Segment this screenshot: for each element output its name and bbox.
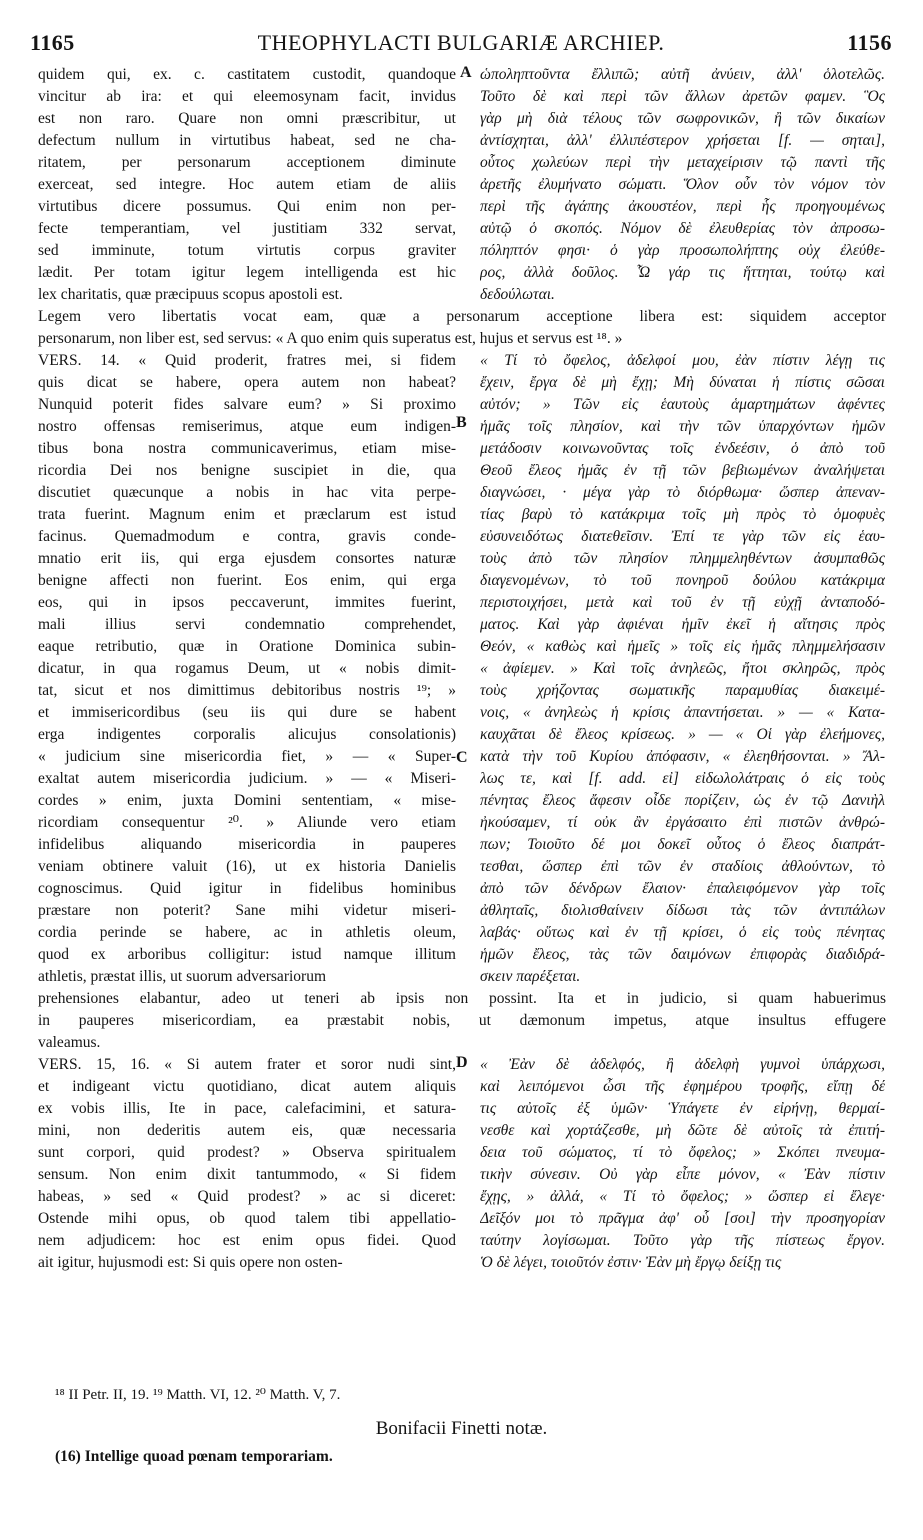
- full-width-paragraph-1: [38, 306, 886, 350]
- footnote-references: ¹⁸ II Petr. II, 19. ¹⁹ Matth. VI, 12. ²⁰ Matth. V, 7.: [55, 1387, 341, 1403]
- latin-line: cordia perinde se habere, ac in athletis oleum,: [38, 924, 456, 941]
- greek-column-block-1: [480, 64, 885, 306]
- greek-line: ταύτην λογίσωμαι. Τοῦτο γὰρ τῆς πίστεως ἔργον.: [480, 1232, 885, 1249]
- latin-line: cordes » enim, juxta Domini sententiam, « mise-: [38, 792, 456, 809]
- running-title: THEOPHYLACTI BULGARIÆ ARCHIEP.: [257, 30, 665, 55]
- latin-line: tat, sicut et nos dimittimus debitoribus nostris ¹⁹; »: [38, 682, 456, 699]
- page-number-left: 1165: [30, 30, 75, 55]
- greek-line: οὗτος χωλεύων περὶ τὴν μεταχείρισιν τῷ παντὶ τῆς: [480, 154, 885, 171]
- greek-line: λως τε, καὶ [f. add. εἰ] εἰδωλολάτραις ὁ εἰς τοὺς: [480, 770, 885, 787]
- greek-column-block-3: [480, 1054, 885, 1274]
- latin-line: ex vobis illis, Ite in pace, calefacimini, et satura-: [38, 1100, 456, 1117]
- latin-line: VERS. 14. « Quid proderit, fratres mei, si fidem: [38, 352, 456, 369]
- greek-line: γὰρ μὴ διὰ τέλους τῶν σωφρονικῶν, ἢ τῶν δικαίων: [480, 110, 885, 127]
- latin-line: quidem qui, ex. c. castitatem custodit, quandoque: [38, 66, 456, 83]
- margin-marker-a: A: [460, 64, 472, 81]
- greek-line: κατὰ τὴν τοῦ Κυρίου ἀπόφασιν, « ἐλεηθήσονται. » Ἄλ-: [480, 748, 885, 765]
- greek-line: νεσθε καὶ χορτάζεσθε, μὴ δῶτε δὲ αὐτοῖς τὰ ἐπιτή-: [480, 1122, 885, 1139]
- greek-line: Θεόν, « καθὼς καὶ ἡμεῖς » τοῖς εἰς ἡμᾶς πλημμελήσασιν: [480, 638, 885, 655]
- greek-line: τοὺς χρήζοντας σωματικῆς παραμυθίας διακειμέ-: [480, 682, 885, 699]
- latin-line: veniam obtinere valuit (16), ut ex historia Danielis: [38, 858, 456, 875]
- latin-line: cognoscimus. Quid igitur in fidelibus hominibus: [38, 880, 456, 897]
- latin-line: sed imminute, totum virtutis corpus graviter: [38, 242, 456, 259]
- greek-line: σκειν παρέξεται.: [480, 968, 581, 985]
- latin-line: VERS. 15, 16. « Si autem frater et soror nudi sint,: [38, 1056, 456, 1073]
- greek-line: εὐσυνειδότως διατεθεῖσιν. Ἐπί τε γὰρ τῶν εἰς ἑαυ-: [480, 528, 885, 545]
- greek-line: ἔχειν, ἔργα δὲ μὴ ἔχῃ; Μὴ δύναται ἡ πίστις σῶσαι: [480, 374, 885, 391]
- latin-line: trata fuerint. Magnum enim et præclarum est istud: [38, 506, 456, 523]
- greek-line: Τοῦτο δὲ καὶ περὶ τῶν ἄλλων ἀρετῶν φαμεν. Ὃς: [480, 88, 885, 105]
- greek-line: ματος. Καὶ γὰρ ἀφιέναι ἡμῖν ἐκεῖ ἡ αἴτησις πρὸς: [480, 616, 885, 633]
- greek-line: ἡμᾶς τοῖς πλησίον, καὶ τὴν τῶν ὑπαρχόντων ἡμῶν: [480, 418, 885, 435]
- latin-line: fecte temperantiam, vel justitiam 332 servat,: [38, 220, 456, 237]
- greek-line: μετάδοσιν κοινωνοῦντας τοῖς ἐνδεέσιν, ὁ ἀπὸ τοῦ: [480, 440, 885, 457]
- latin-line: tibus bona nostra communicaverimus, etiam mise-: [38, 440, 456, 457]
- greek-line: δεδούλωται.: [480, 286, 555, 303]
- latin-column-block-3: [38, 1054, 456, 1274]
- latin-line: est non raro. Quare non omni præscribitur, ut: [38, 110, 456, 127]
- text-line: valeamus.: [38, 1034, 101, 1051]
- latin-line: nem adjudicem: hoc est enim opus fidei. Quod: [38, 1232, 456, 1249]
- notes-heading: Bonifacii Finetti notæ.: [375, 1418, 548, 1439]
- margin-marker-d: D: [456, 1054, 468, 1071]
- greek-line: « ἀφίεμεν. » Καὶ τοῖς ἀνηλεῶς, ἤτοι σκληρῶς, πρὸς: [480, 660, 885, 677]
- greek-line: δεια τοῦ σώματος, τί τὸ ὄφελος; » Σκόπει πνευμα-: [480, 1144, 885, 1161]
- latin-line: lædit. Per totam igitur legem intelligenda est hic: [38, 264, 456, 281]
- text-line: in pauperes misericordiam, ea præstabit nobis, ut dæmonum impetus, atque insultus effugere: [38, 1012, 886, 1029]
- latin-line: ricordia Dei nos benigne suscipiet in die, qua: [38, 462, 456, 479]
- latin-line: sensum. Non enim dixit tantummodo, « Si fidem: [38, 1166, 456, 1183]
- greek-line: ἀθληταῖς, διολισθαίνειν δίδωσι τὰς τῶν ἀντιπάλων: [480, 902, 885, 919]
- latin-line: exaltat autem misericordia judicium. » — « Miseri-: [38, 770, 456, 787]
- latin-line: benigne affecti non fuerint. Eos enim, qui erga: [38, 572, 456, 589]
- margin-marker-c: C: [456, 749, 468, 766]
- latin-line: infidelibus aliquando misericordia in pauperes: [38, 836, 456, 853]
- greek-line: τις αὐτοῖς ἐξ ὑμῶν· Ὑπάγετε ἐν εἰρήνῃ, θερμαί-: [480, 1100, 885, 1117]
- greek-line: περιστοιχήσει, μετὰ καὶ τοῦ ἐν τῇ εὐχῇ ἀνταποδό-: [480, 594, 885, 611]
- greek-line: περὶ τῆς ἀγάπης ἀκουστέον, περὶ ἧς προηγουμένως: [480, 198, 885, 215]
- greek-line: Δεῖξόν μοι τὸ πρᾶγμα ἀφ' οὗ [σοι] τὴν προσηγορίαν: [480, 1210, 885, 1227]
- latin-line: et indigeant victu quotidiano, dicat autem aliquis: [38, 1078, 456, 1095]
- latin-line: virtutibus dicere possumus. Qui enim non per-: [38, 198, 456, 215]
- editor-note-16: (16) Intellige quoad pœnam temporariam.: [55, 1448, 333, 1465]
- greek-line: πένητας ἔλεος ἄφεσιν οἶδε πορίζειν, ὡς ἐν τῷ Δανιὴλ: [480, 792, 885, 809]
- latin-column-block-1: [38, 64, 456, 306]
- latin-line: ait igitur, hujusmodi est: Si quis opere non osten-: [38, 1254, 343, 1271]
- greek-line: ἔχῃς, » ἀλλά, « Τί τὸ ὄφελος; » ὥσπερ εἰ ἔλεγε·: [480, 1188, 885, 1205]
- greek-line: λαβάς· οὕτως καὶ ἐν τῇ κρίσει, ὁ εἰς τοὺς πένητας: [480, 924, 885, 941]
- greek-line: ἀντίσχηται, ἀλλ' ἐλλιπέστερον χρήσεται [f. — σηται],: [480, 132, 885, 149]
- greek-line: ὡποληπτοῦντα ἔλλιπῶ; αὐτῆ ἀνύειν, ἀλλ' ὁλοτελῶς.: [480, 66, 885, 83]
- greek-line: ρος, ἀλλὰ δοῦλος. Ὧ γάρ τις ἥττηται, τούτῳ καὶ: [480, 264, 885, 281]
- latin-line: ritatem, per personarum acceptionem diminute: [38, 154, 456, 171]
- greek-line: πων; Τοιοῦτο δέ μοι δοκεῖ οὗτος ὁ ἔλεος διαπράτ-: [480, 836, 885, 853]
- latin-line: mini, non dederitis autem eis, quæ necessaria: [38, 1122, 456, 1139]
- latin-line: athletis, præstat illis, ut suorum adversariorum: [38, 968, 326, 985]
- latin-line: erga indigentes corporalis alicujus consolationis): [38, 726, 456, 743]
- text-line: prehensiones elabantur, adeo ut teneri ab ipsis non possint. Ita et in judicio, si quam habuerimus: [38, 990, 886, 1007]
- text-line: personarum, non liber est, sed servus: « A quo enim quis superatus est, hujus et servus est ¹⁸. »: [38, 330, 623, 347]
- latin-line: eaque retributio, quæ in Oratione Dominica subin-: [38, 638, 456, 655]
- latin-line: eos, qui in ipsos peccaverunt, immites fuerint,: [38, 594, 456, 611]
- latin-line: habeas, » sed « Quid prodest? » ac si diceret:: [38, 1188, 456, 1205]
- latin-line: nostro offensas remiserimus, atque eum indigen-: [38, 418, 456, 435]
- greek-line: διαγνώσει, · μέγα γὰρ τὸ διόρθωμα· ὥσπερ ἀπεναν-: [480, 484, 885, 501]
- latin-line: quis dicat se habere, opera autem non habeat?: [38, 374, 456, 391]
- greek-line: Ὁ δὲ λέγει, τοιοῦτόν ἐστιν· Ἐὰν μὴ ἔργῳ δείξῃ τις: [480, 1254, 782, 1271]
- latin-line: mali illius servi condemnatio comprehendet,: [38, 616, 456, 633]
- margin-marker-b: B: [456, 414, 467, 431]
- greek-line: « Ἐὰν δὲ ἀδελφός, ἢ ἀδελφὴ γυμνοὶ ὑπάρχωσι,: [480, 1056, 885, 1073]
- latin-line: et immisericordibus (seu iis qui dure se habent: [38, 704, 456, 721]
- greek-line: πόληπτόν φησι· ὁ γὰρ προσωπολήπτης οὐχ ἐλεύθε-: [480, 242, 885, 259]
- latin-line: mnatio erit iis, qui erga ejusdem consortes naturæ: [38, 550, 456, 567]
- full-width-paragraph-2: [38, 988, 886, 1054]
- greek-line: ἀρετῆς ἐλυμήνατο σώματι. Ὅλον οὖν τὸν νόμον τὸν: [480, 176, 885, 193]
- greek-line: διαγενομένων, τὸ τοῦ πονηροῦ δούλου κατάκριμα: [480, 572, 885, 589]
- latin-line: quod ex arboribus colligitur: istud namque illitum: [38, 946, 456, 963]
- greek-column-block-2: [480, 350, 885, 988]
- greek-line: καυχᾶται δὲ ἔλεος κρίσεως. » — « Οἱ γὰρ ἐλεήμονες,: [480, 726, 885, 743]
- latin-line: discutiet quæcunque a nobis in hac vita perpe-: [38, 484, 456, 501]
- greek-line: ἀπὸ τῶν δένδρων ἔλαιον· ἐπαλειφόμενον γὰρ τοῖς: [480, 880, 885, 897]
- greek-line: τίας βαρὺ τὸ κατάκριμα τοῖς μὴ πρὸς τὸ ὁμοφυὲς: [480, 506, 885, 523]
- latin-line: ricordiam consequentur ²⁰. » Aliunde vero etiam: [38, 814, 456, 831]
- greek-line: νοις, « ἀνηλεὼς ἡ κρίσις ἀπαντήσεται. » — « Κατα-: [480, 704, 885, 721]
- latin-line: sunt corpori, quid prodest? » Observa spiritualem: [38, 1144, 456, 1161]
- latin-line: Nunquid poterit fides salvare eum? » Si proximo: [38, 396, 456, 413]
- latin-column-block-2: [38, 350, 456, 988]
- latin-line: Ostende mihi opus, ob quod talem tibi appellatio-: [38, 1210, 456, 1227]
- greek-line: καὶ λειπόμενοι ὦσι τῆς ἐφημέρου τροφῆς, εἴπῃ δέ: [480, 1078, 885, 1095]
- greek-line: ἡμῶν ἔλεος, τὰς τῶν δαιμόνων ἐπιφορὰς διαδιδρά-: [480, 946, 885, 963]
- latin-line: præstare non poterit? Sane mihi videtur miseri-: [38, 902, 456, 919]
- greek-line: αὐτόν; » Τῶν εἰς ἑαυτοὺς ἁμαρτημάτων ἀφέντες: [480, 396, 885, 413]
- latin-line: « judicium sine misericordia fiet, » — « Super-: [38, 748, 456, 765]
- greek-line: ἠκούσαμεν, τί οὐκ ἂν ἐργάσαιτο ἐπὶ πιστῶν ἀνθρώ-: [480, 814, 885, 831]
- latin-line: facinus. Quemadmodum e contra, gravis conde-: [38, 528, 456, 545]
- latin-line: lex charitatis, quæ præcipuus scopus apostoli est.: [38, 286, 343, 303]
- running-header: [30, 30, 892, 60]
- latin-line: vincitur ab ira: et qui eleemosynam facit, invidus: [38, 88, 456, 105]
- greek-line: τοὺς ἀπὸ τῶν πλησίον πλημμεληθέντων ἀσυμπαθῶς: [480, 550, 885, 567]
- text-line: Legem vero libertatis vocat eam, quæ a personarum acceptione libera est: siquidem acceptor: [38, 308, 886, 325]
- greek-line: αὐτῷ ὁ σκοπός. Νόμον δὲ ἐλευθερίας τὸν ἀπροσω-: [480, 220, 885, 237]
- greek-line: τικὴν σύνεσιν. Οὐ γὰρ εἶπε μόνον, « Ἐὰν πίστιν: [480, 1166, 885, 1183]
- greek-line: « Τί τὸ ὄφελος, ἀδελφοί μου, ἐὰν πίστιν λέγῃ τις: [480, 352, 885, 369]
- page-number-right: 1156: [847, 30, 892, 55]
- greek-line: τεσθαι, ὥσπερ ἐπὶ τῶν ἐν σταδίοις ἀθλούντων, τὸ: [480, 858, 885, 875]
- latin-line: exerceat, sed integre. Hoc autem etiam de aliis: [38, 176, 456, 193]
- latin-line: defectum nullum in virtutibus habeat, sed ne cha-: [38, 132, 456, 149]
- greek-line: Θεοῦ ἔλεος ἡμᾶς ἐν τῇ τῶν βεβιωμένων ἀναλήψεται: [480, 462, 885, 479]
- latin-line: dicatur, in qua rogamus Deum, ut « nobis dimit-: [38, 660, 456, 677]
